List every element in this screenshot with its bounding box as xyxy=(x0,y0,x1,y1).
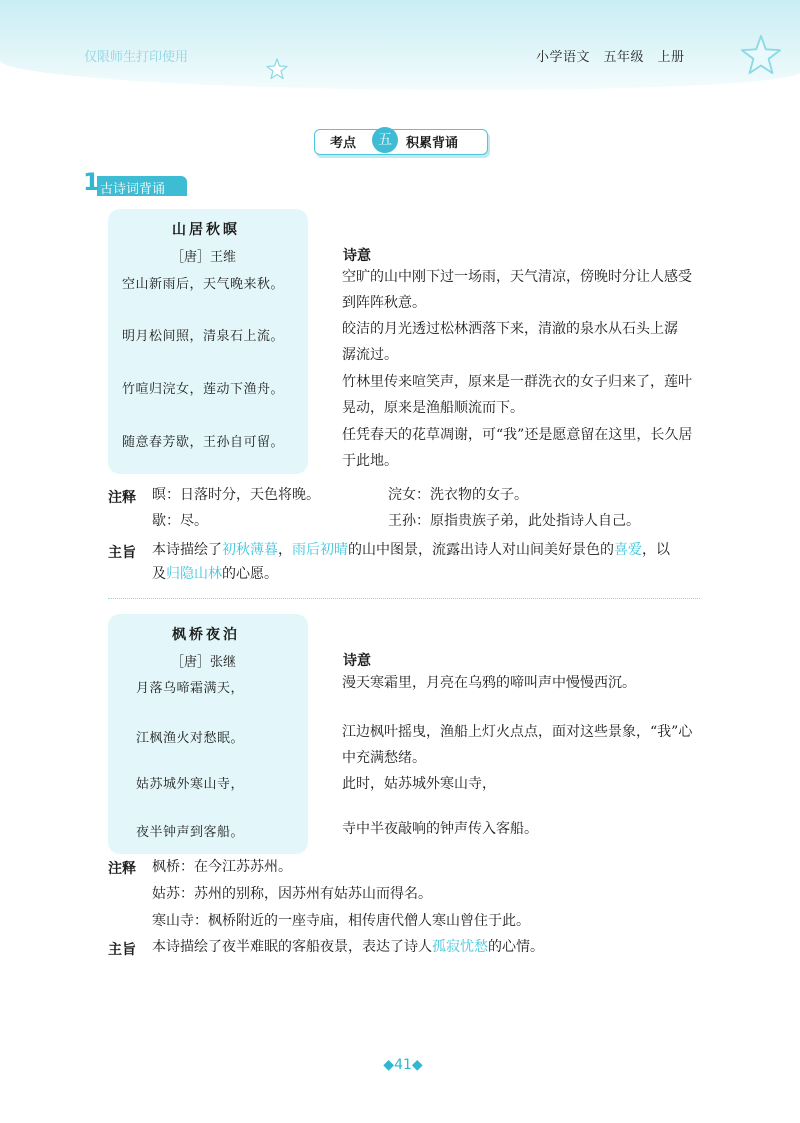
page-number: ◆41◆ xyxy=(383,1057,423,1073)
note-item: 王孙：原指贵族子弟，此处指诗人自己。 xyxy=(388,513,640,529)
theme-text: 本诗描绘了夜半难眠的客船夜景，表达了诗人孤寂忧愁的心情。 xyxy=(152,939,544,955)
note-item: 暝：日落时分，天色将晚。 xyxy=(152,487,320,503)
note-item: 姑苏：苏州的别称，因苏州有姑苏山而得名。 xyxy=(152,886,432,902)
note-item: 枫桥：在今江苏苏州。 xyxy=(152,859,292,875)
poem-line: 江枫渔火对愁眠。 xyxy=(136,731,245,746)
theme-label: 主旨 xyxy=(108,942,136,958)
notes-label: 注释 xyxy=(108,861,136,877)
kaodian-heading xyxy=(314,127,486,153)
poem-line: 月落乌啼霜满天， xyxy=(136,681,245,696)
poem-line: 空山新雨后，天气晚来秋。 xyxy=(122,277,285,292)
divider xyxy=(108,598,700,599)
poem-title: 山居秋暝 xyxy=(172,222,240,238)
kaodian-label: 考点 xyxy=(330,136,357,151)
section-title: 古诗词背诵 xyxy=(100,182,166,197)
translation-block: 皎洁的月光透过松林洒落下来，清澈的泉水从石头上潺 潺流过。 xyxy=(342,321,678,363)
theme-text: 本诗描绘了初秋薄暮，雨后初晴的山中图景，流露出诗人对山间美好景色的喜爱，以 及归隐山林的心愿。 xyxy=(152,542,670,582)
poem-title: 枫桥夜泊 xyxy=(172,627,240,643)
poem-line: 夜半钟声到客船。 xyxy=(136,825,245,840)
star-icon xyxy=(266,58,288,80)
poem-author: ［唐］张继 xyxy=(171,655,237,670)
poem-line: 姑苏城外寒山寺， xyxy=(136,777,245,792)
poem-author: ［唐］王维 xyxy=(171,250,237,265)
translation-heading: 诗意 xyxy=(343,653,371,669)
translation-block: 空旷的山中刚下过一场雨，天气清凉，傍晚时分让人感受 到阵阵秋意。 xyxy=(342,269,692,311)
page-ornament-left-icon: ◆ xyxy=(383,1057,395,1073)
note-item: 浣女：洗衣物的女子。 xyxy=(388,487,528,503)
poem-line: 随意春芳歇，王孙自可留。 xyxy=(122,435,285,450)
header-book-info: 小学语文 五年级 上册 xyxy=(536,50,685,65)
translation-block: 江边枫叶摇曳，渔船上灯火点点，面对这些景象，“我”心 中充满愁绪。 xyxy=(342,724,693,766)
kaodian-number: 五 xyxy=(372,127,398,153)
poem-line: 竹喧归浣女，莲动下渔舟。 xyxy=(122,382,285,397)
header-band xyxy=(0,0,800,90)
kaodian-title: 积累背诵 xyxy=(406,136,459,151)
notes-label: 注释 xyxy=(108,490,136,506)
section-number: 1 xyxy=(83,168,100,196)
theme-label: 主旨 xyxy=(108,545,136,561)
note-item: 歇：尽。 xyxy=(152,513,208,529)
poem-line: 明月松间照，清泉石上流。 xyxy=(122,329,285,344)
header-watermark: 仅限师生打印使用 xyxy=(84,50,189,65)
translation-block: 寺中半夜敲响的钟声传入客船。 xyxy=(342,821,538,837)
translation-block: 竹林里传来喧笑声，原来是一群洗衣的女子归来了，莲叶 晃动，原来是渔船顺流而下。 xyxy=(342,374,692,416)
note-item: 寒山寺：枫桥附近的一座寺庙，相传唐代僧人寒山曾住于此。 xyxy=(152,913,530,929)
translation-block: 漫天寒霜里，月亮在乌鸦的啼叫声中慢慢西沉。 xyxy=(342,675,636,691)
star-icon xyxy=(740,34,782,76)
page-ornament-right-icon: ◆ xyxy=(411,1057,423,1073)
translation-block: 任凭春天的花草凋谢，可“我”还是愿意留在这里，长久居 于此地。 xyxy=(342,427,693,469)
translation-heading: 诗意 xyxy=(343,248,371,264)
translation-block: 此时，姑苏城外寒山寺， xyxy=(342,776,496,792)
